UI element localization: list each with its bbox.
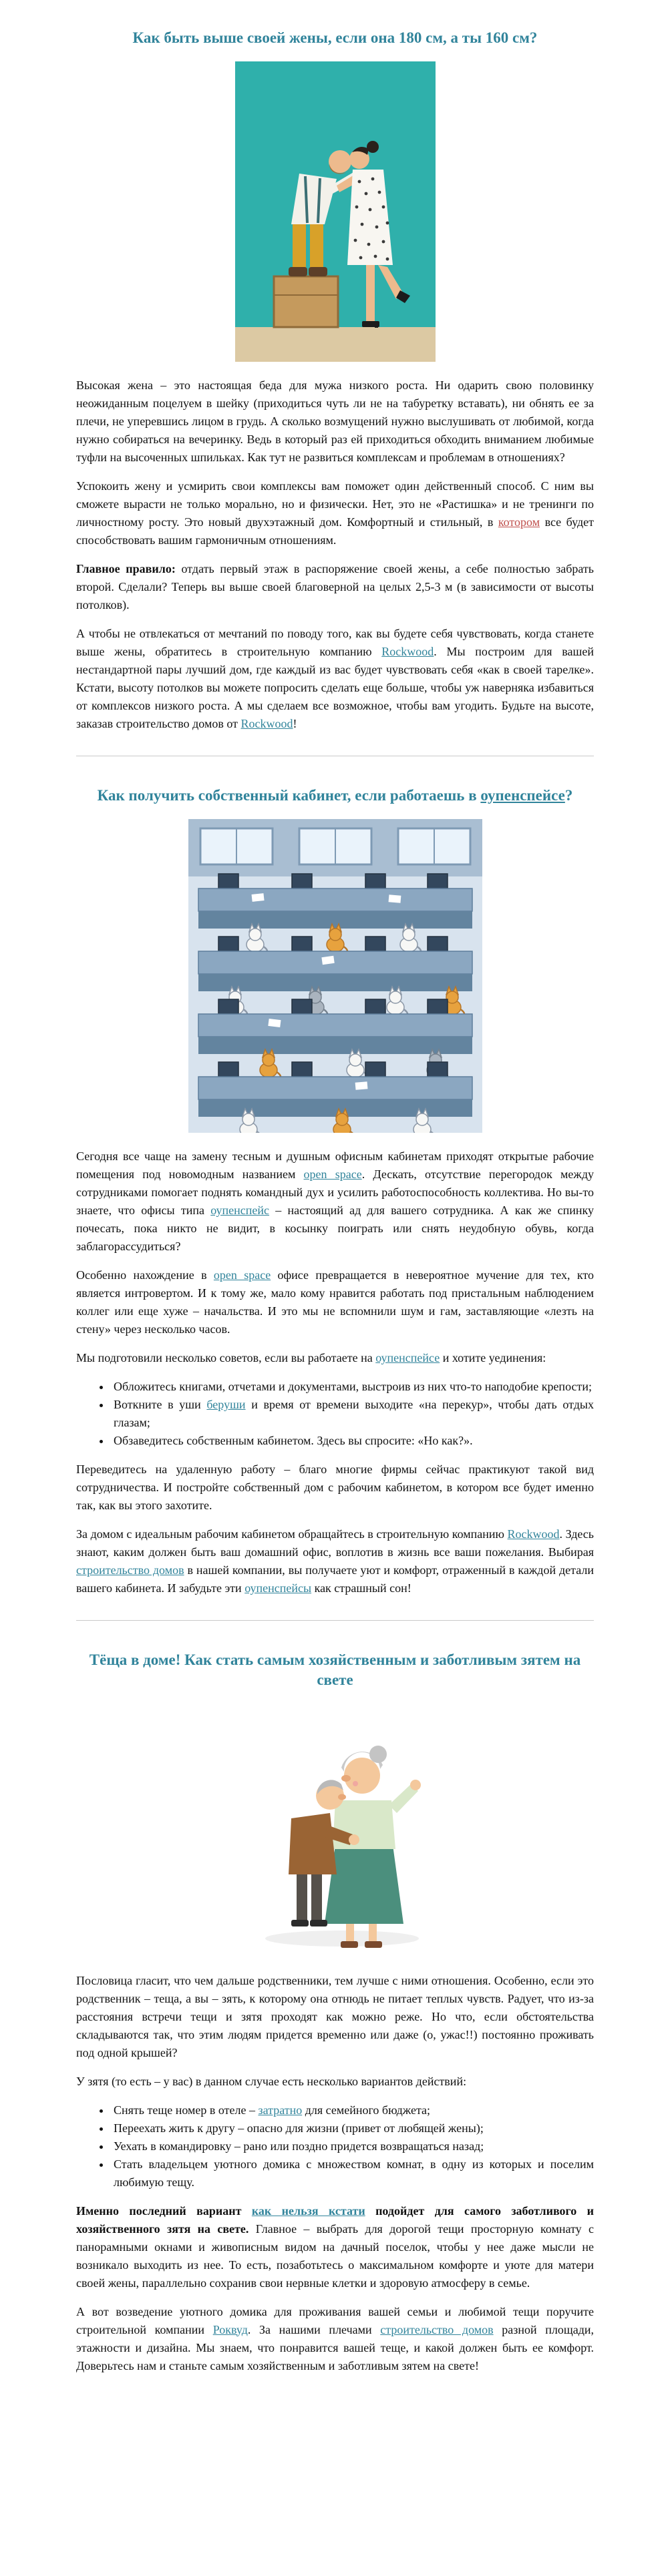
paragraph <box>76 2202 594 2292</box>
article-body <box>76 1972 594 2375</box>
text: А чтобы не отвлекаться от мечтаний по поводу того, как вы будете себя чувствовать, когда станете выше жены, обратитесь в строительную компанию <box>76 626 594 658</box>
floor <box>235 327 436 362</box>
text-link[interactable]: оупенспейсе <box>480 786 565 804</box>
text-link[interactable]: Rockwood <box>240 716 293 730</box>
article-open-space <box>76 786 594 1597</box>
paragraph <box>76 2073 594 2091</box>
text-link[interactable]: оупенспейс <box>210 1203 270 1217</box>
bold-text: Именно последний вариант <box>76 2204 252 2218</box>
text-link[interactable]: оупенспейсы <box>244 1581 312 1595</box>
list-item <box>111 2101 594 2119</box>
paragraph <box>76 1266 594 1338</box>
text: Высокая жена – это настоящая беда для мужа низкого роста. Ни одарить свою половинку неожиданным поцелуем в шейку (приходиться чуть ли не на табуретку вставать), ни обнять ее за плечи, не уперевшись лицом в грудь. А сколько возмущений нужно выслушивать от любимой, когда нужно собираться на вечеринку. Ведь в который раз ей приходиться обходить вниманием любимые туфли на высоченных шпильках. Как тут не развиться комплексам и проблемам в отношениях? <box>76 378 594 464</box>
text-link[interactable]: беруши <box>206 1397 246 1411</box>
bullet-list <box>76 1378 594 1450</box>
text: ? <box>564 786 573 804</box>
list-item <box>111 2155 594 2192</box>
text: все будет способствовать вашим гармоничным отношениям. <box>76 515 594 547</box>
paragraph <box>76 2303 594 2375</box>
text: . Здесь знают, каким должен быть ваш домашний офис, воплотив в жизнь все ваши пожелания. Выбирая <box>76 1527 594 1559</box>
list-item <box>111 1396 594 1432</box>
list-item <box>111 1378 594 1396</box>
text: . Дескать, отсутствие перегородок между сотрудниками помогает поднять командный дух и усилить работоспособность коллектива. Но вы-то знаете, что офисы типа <box>76 1167 594 1217</box>
text: – настоящий ад для вашего сотрудника. А как же спинку почесать, пока никто не видит, в косынку поиграть или снять неудобную обувь, когда заблагорассудиться? <box>76 1203 594 1253</box>
article-title <box>76 786 594 806</box>
text-link[interactable]: строительство домов <box>380 2322 494 2336</box>
text-link[interactable]: Rockwood <box>507 1527 560 1541</box>
text: Тёща в доме! Как стать самым хозяйственным и заботливым зятем на свете <box>89 1651 581 1688</box>
bold-text: Главное правило: <box>76 561 176 575</box>
bold-text: подойдет для самого заботливого и хозяйственного зятя на свете. <box>76 2204 594 2236</box>
text-link[interactable]: затратно <box>258 2103 303 2117</box>
wooden-stool <box>274 276 338 327</box>
text: и хотите уединения: <box>440 1350 546 1364</box>
paragraph <box>76 1461 594 1515</box>
text: Успокоить жену и усмирить свои комплексы вам поможет один действенный способ. С ним вы сможете вырасти не только морально, но и физически. Нет, это не «Растишка» и не тренинги по личностному росту. Это новый двухэтажный дом. Комфортный и стильный, в <box>76 479 594 529</box>
paragraph <box>76 1525 594 1597</box>
text-link[interactable]: как нельзя кстати <box>251 2204 365 2218</box>
text-link[interactable]: котором <box>498 515 540 529</box>
article-body <box>76 376 594 733</box>
mother-in-law-figure <box>325 1746 421 1948</box>
text: Пословица гласит, что чем дальше родственники, тем лучше с ними отношения. Особенно, если это родственник – теща, а вы – зять, к которому она отнюдь не питает теплых чувств. Радует, что из-за расстояния встречи тещи и зятя проходят как можно реже. Но что, если обстоятельства складываются так, что этим людям придется временно или даже (о, ужас!!) постоянно проживать под одной крышей? <box>76 1973 594 2059</box>
office-wall-windows <box>188 819 482 876</box>
text-link[interactable]: open space <box>303 1167 362 1181</box>
text: ! <box>293 716 297 730</box>
open-space-cats-cartoon <box>188 819 482 1133</box>
text: для семейного бюджета; <box>302 2103 431 2117</box>
text-link[interactable]: строительство домов <box>76 1563 184 1577</box>
text: Стать владельцем уютного домика с множеством комнат, в одну из которых и поселим любимую тещу. <box>114 2157 594 2189</box>
text: Переехать жить к другу – опасно для жизни (привет от любящей жены); <box>114 2121 484 2135</box>
text: Сегодня все чаще на замену тесным и душным офисным кабинетам приходят открытые рабочие помещения под новомодным названием <box>76 1149 594 1181</box>
article-image-hug <box>76 1704 594 1957</box>
article-image-couple <box>76 61 594 362</box>
text: Воткните в уши <box>114 1397 207 1411</box>
text: Как быть выше своей жены, если она 180 см, а ты 160 см? <box>132 29 538 46</box>
bullet-list <box>76 2101 594 2192</box>
article-title <box>76 28 594 48</box>
text: как страшный сон! <box>311 1581 411 1595</box>
text: А вот возведение уютного домика для проживания вашей семьи и любимой тещи поручите строительной компании <box>76 2304 594 2336</box>
article-mother-in-law <box>76 1650 594 2375</box>
text: . За нашими плечами <box>247 2322 381 2336</box>
paragraph <box>76 1349 594 1367</box>
paragraph <box>76 376 594 467</box>
text: . Мы построим для вашей нестандартной пары лучший дом, где каждый из вас будет чувствовать себя «как в своей тарелке». Кстати, высоту потолков вы можете попросить сделать еще больше, чтобы уж наверняка избавиться от комплексов низкого роста. А мы сделаем все возможное, чтобы вам угодить. Будьте на высоте, заказав строительство домов от <box>76 644 595 730</box>
list-item <box>111 1432 594 1450</box>
short-husband-tall-wife-photo <box>235 61 436 362</box>
text: Уехать в командировку – рано или поздно придется возвращаться назад; <box>114 2139 484 2153</box>
text: За домом с идеальным рабочим кабинетом обращайтесь в строительную компанию <box>76 1527 508 1541</box>
paragraph <box>76 1147 594 1256</box>
text-link[interactable]: Роквуд <box>212 2322 248 2336</box>
article-body <box>76 1147 594 1597</box>
text: Переведитесь на удаленную работу – благо многие фирмы сейчас практикуют такой вид сотрудничества. И постройте собственный дом с рабочим кабинетом, в котором все будет именно так, как вы этого захотите. <box>76 1462 594 1512</box>
text-link[interactable]: Rockwood <box>381 644 434 658</box>
text: Обзаведитесь собственным кабинетом. Здесь вы спросите: «Но как?». <box>114 1433 473 1447</box>
article-divider <box>76 1620 594 1621</box>
text: Особенно нахождение в <box>76 1268 214 1282</box>
text-link[interactable]: оупенспейсе <box>375 1350 440 1364</box>
list-item <box>111 2119 594 2137</box>
article-title <box>76 1650 594 1690</box>
text-link[interactable]: open space <box>213 1268 271 1282</box>
text: отдать первый этаж в распоряжение своей жены, а себе полностью забрать второй. Сделали? Теперь вы выше своей благоверной на целых 2,5-3 м (в зависимости от высоты потолков). <box>76 561 594 611</box>
article-image-office-cats <box>76 819 594 1133</box>
text: Мы подготовили несколько советов, если вы работаете на <box>76 1350 376 1364</box>
paragraph <box>76 477 594 549</box>
text: Главное – выбрать для дорогой тещи просторную комнату с панорамными окнами и живописным видом на дачный поселок, чтобы у нее даже мысли не возникало выходить из нее. То есть, позаботьтесь о максимальном комфорте и уюте для матери своей жены, параллельно сохранив свои нервные клетки и здоровую атмосферу в семье. <box>76 2222 594 2290</box>
text: разной площади, этажности и дизайна. Мы знаем, что понравится вашей теще, и какой должен быть ее комфорт. Доверьтесь нам и станьте самым хозяйственным и заботливым зятем на свете! <box>76 2322 595 2372</box>
text: и время от времени выходите «на перекур», чтобы дать отдых глазам; <box>114 1397 594 1429</box>
paragraph <box>76 560 594 614</box>
text: Обложитесь книгами, отчетами и документами, выстроив из них что-то наподобие крепости; <box>114 1379 593 1393</box>
paragraph <box>76 625 594 733</box>
article-tall-wife <box>76 28 594 733</box>
text: У зятя (то есть – у вас) в данном случае есть несколько вариантов действий: <box>76 2074 467 2088</box>
text: Снять теще номер в отеле – <box>114 2103 259 2117</box>
son-in-law-hugging-mother-in-law-cartoon <box>235 1704 436 1957</box>
list-item <box>111 2137 594 2155</box>
text: офисе превращается в невероятное мучение для тех, кто является интровертом. И к тому же, мало кому нравится работать под пристальным наблюдением коллег или еще хуже – начальства. И это мы не вспомнили шум и гам, заставляющие «лезть на стену» через несколько часов. <box>76 1268 594 1336</box>
text: Как получить собственный кабинет, если работаешь в <box>97 786 481 804</box>
paragraph <box>76 1972 594 2062</box>
text: в нашей компании, вы получаете уют и комфорт, отраженный в каждой детали вашего кабинета. И забудьте эти <box>76 1563 594 1595</box>
